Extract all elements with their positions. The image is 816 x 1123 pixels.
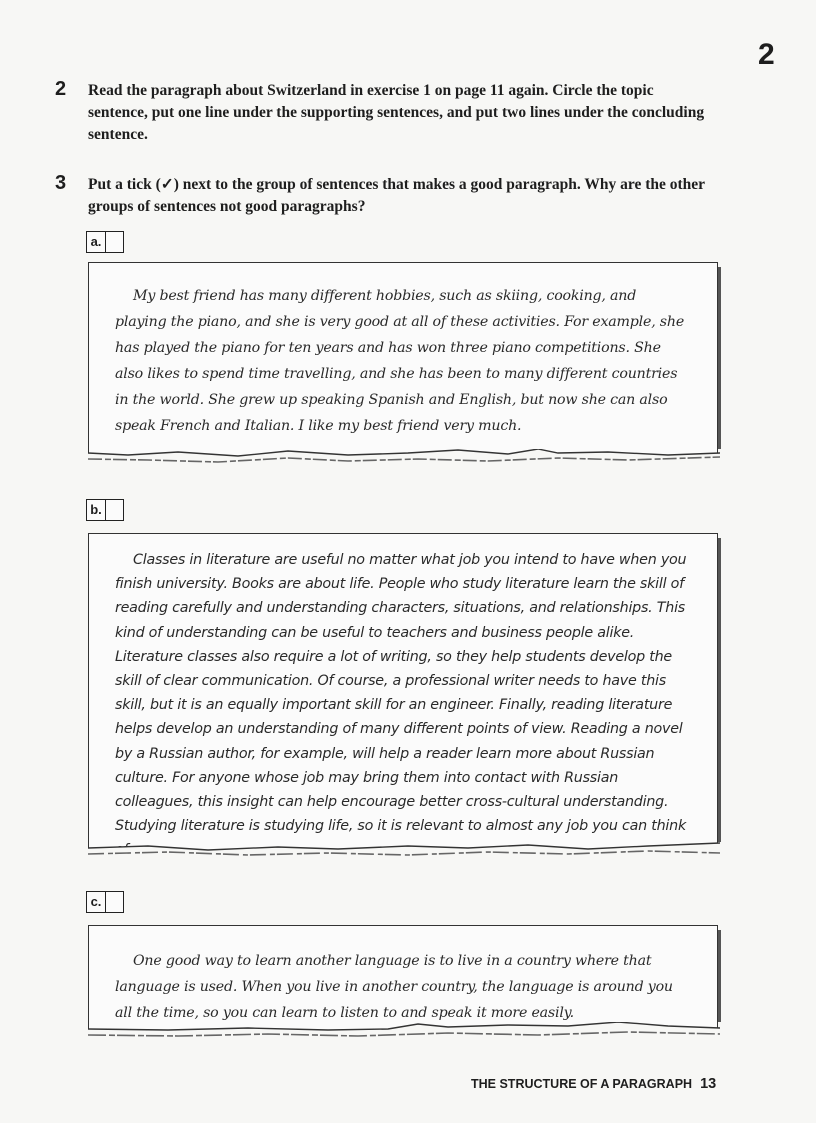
exercise-instruction: Put a tick (✓) next to the group of sentences that makes a good paragraph. Why are the other groups of sentences not good paragraphs? [88,176,705,215]
option-label: a. [87,232,106,252]
paragraph-panel-a [88,262,718,458]
page-number: 13 [700,1076,717,1092]
exercise-3 [55,174,715,218]
paragraph-panel-b [88,533,718,851]
tick-box-a[interactable] [86,231,124,253]
torn-edge-decoration [88,842,720,864]
torn-edge-decoration [88,449,720,471]
tick-checkbox[interactable] [106,500,123,520]
tick-box-c[interactable] [86,891,124,913]
tick-checkbox[interactable] [106,892,123,912]
section-title: THE STRUCTURE OF A PARAGRAPH [471,1077,693,1091]
torn-edge-decoration [88,1022,720,1044]
tick-box-b[interactable] [86,499,124,521]
paragraph-panel-c [88,925,718,1031]
tick-checkbox[interactable] [106,232,123,252]
paragraph-text-a: My best friend has many different hobbies, such as skiing, cooking, and playing the piano, and she is very good at all of these activities. For example, she has played the piano for ten years and has won three piano competitions. She also likes to spend time travelling, and she has been to many different countries in the world. She grew up speaking Spanish and English, but now she can also speak French and Italian. I like my best friend very much. [115,288,685,434]
exercise-number: 2 [55,78,67,100]
option-label: b. [87,500,106,520]
option-label: c. [87,892,106,912]
paragraph-text-c: One good way to learn another language is to live in a country where that language is used. When you live in another country, the language is around you all the time, so you can learn to listen to and speak it more easily. [115,953,673,1021]
paragraph-text-b: Classes in literature are useful no matter what job you intend to have when you finish university. Books are about life. People who study literature learn the skill of reading carefully and understanding characters, situations, and relationships. This kind of understanding can be useful to teachers and business people alike. Literature classes also require a lot of writing, so they help students develop the skill of clear communication. Of course, a professional writer needs to have this skill, but it is an equally important skill for an engineer. Finally, reading literature helps develop an understanding of many different points of view. Reading a novel by a Russian author, for example, will help a reader learn more about Russian culture. For anyone whose job may bring them into contact with Russian colleagues, this insight can help encourage better cross-cultural understanding. Studying literature is studying life, so it is relevant to almost any job you can think [115,552,687,835]
page-footer [471,1076,716,1092]
unit-number: 2 [758,38,775,71]
exercise-2 [55,80,715,146]
exercise-instruction: Read the paragraph about Switzerland in exercise 1 on page 11 again. Circle the topic sentence, put one line under the supporting sentences, and put two lines under the concluding sentence. [88,82,705,143]
exercise-number: 3 [55,172,67,194]
